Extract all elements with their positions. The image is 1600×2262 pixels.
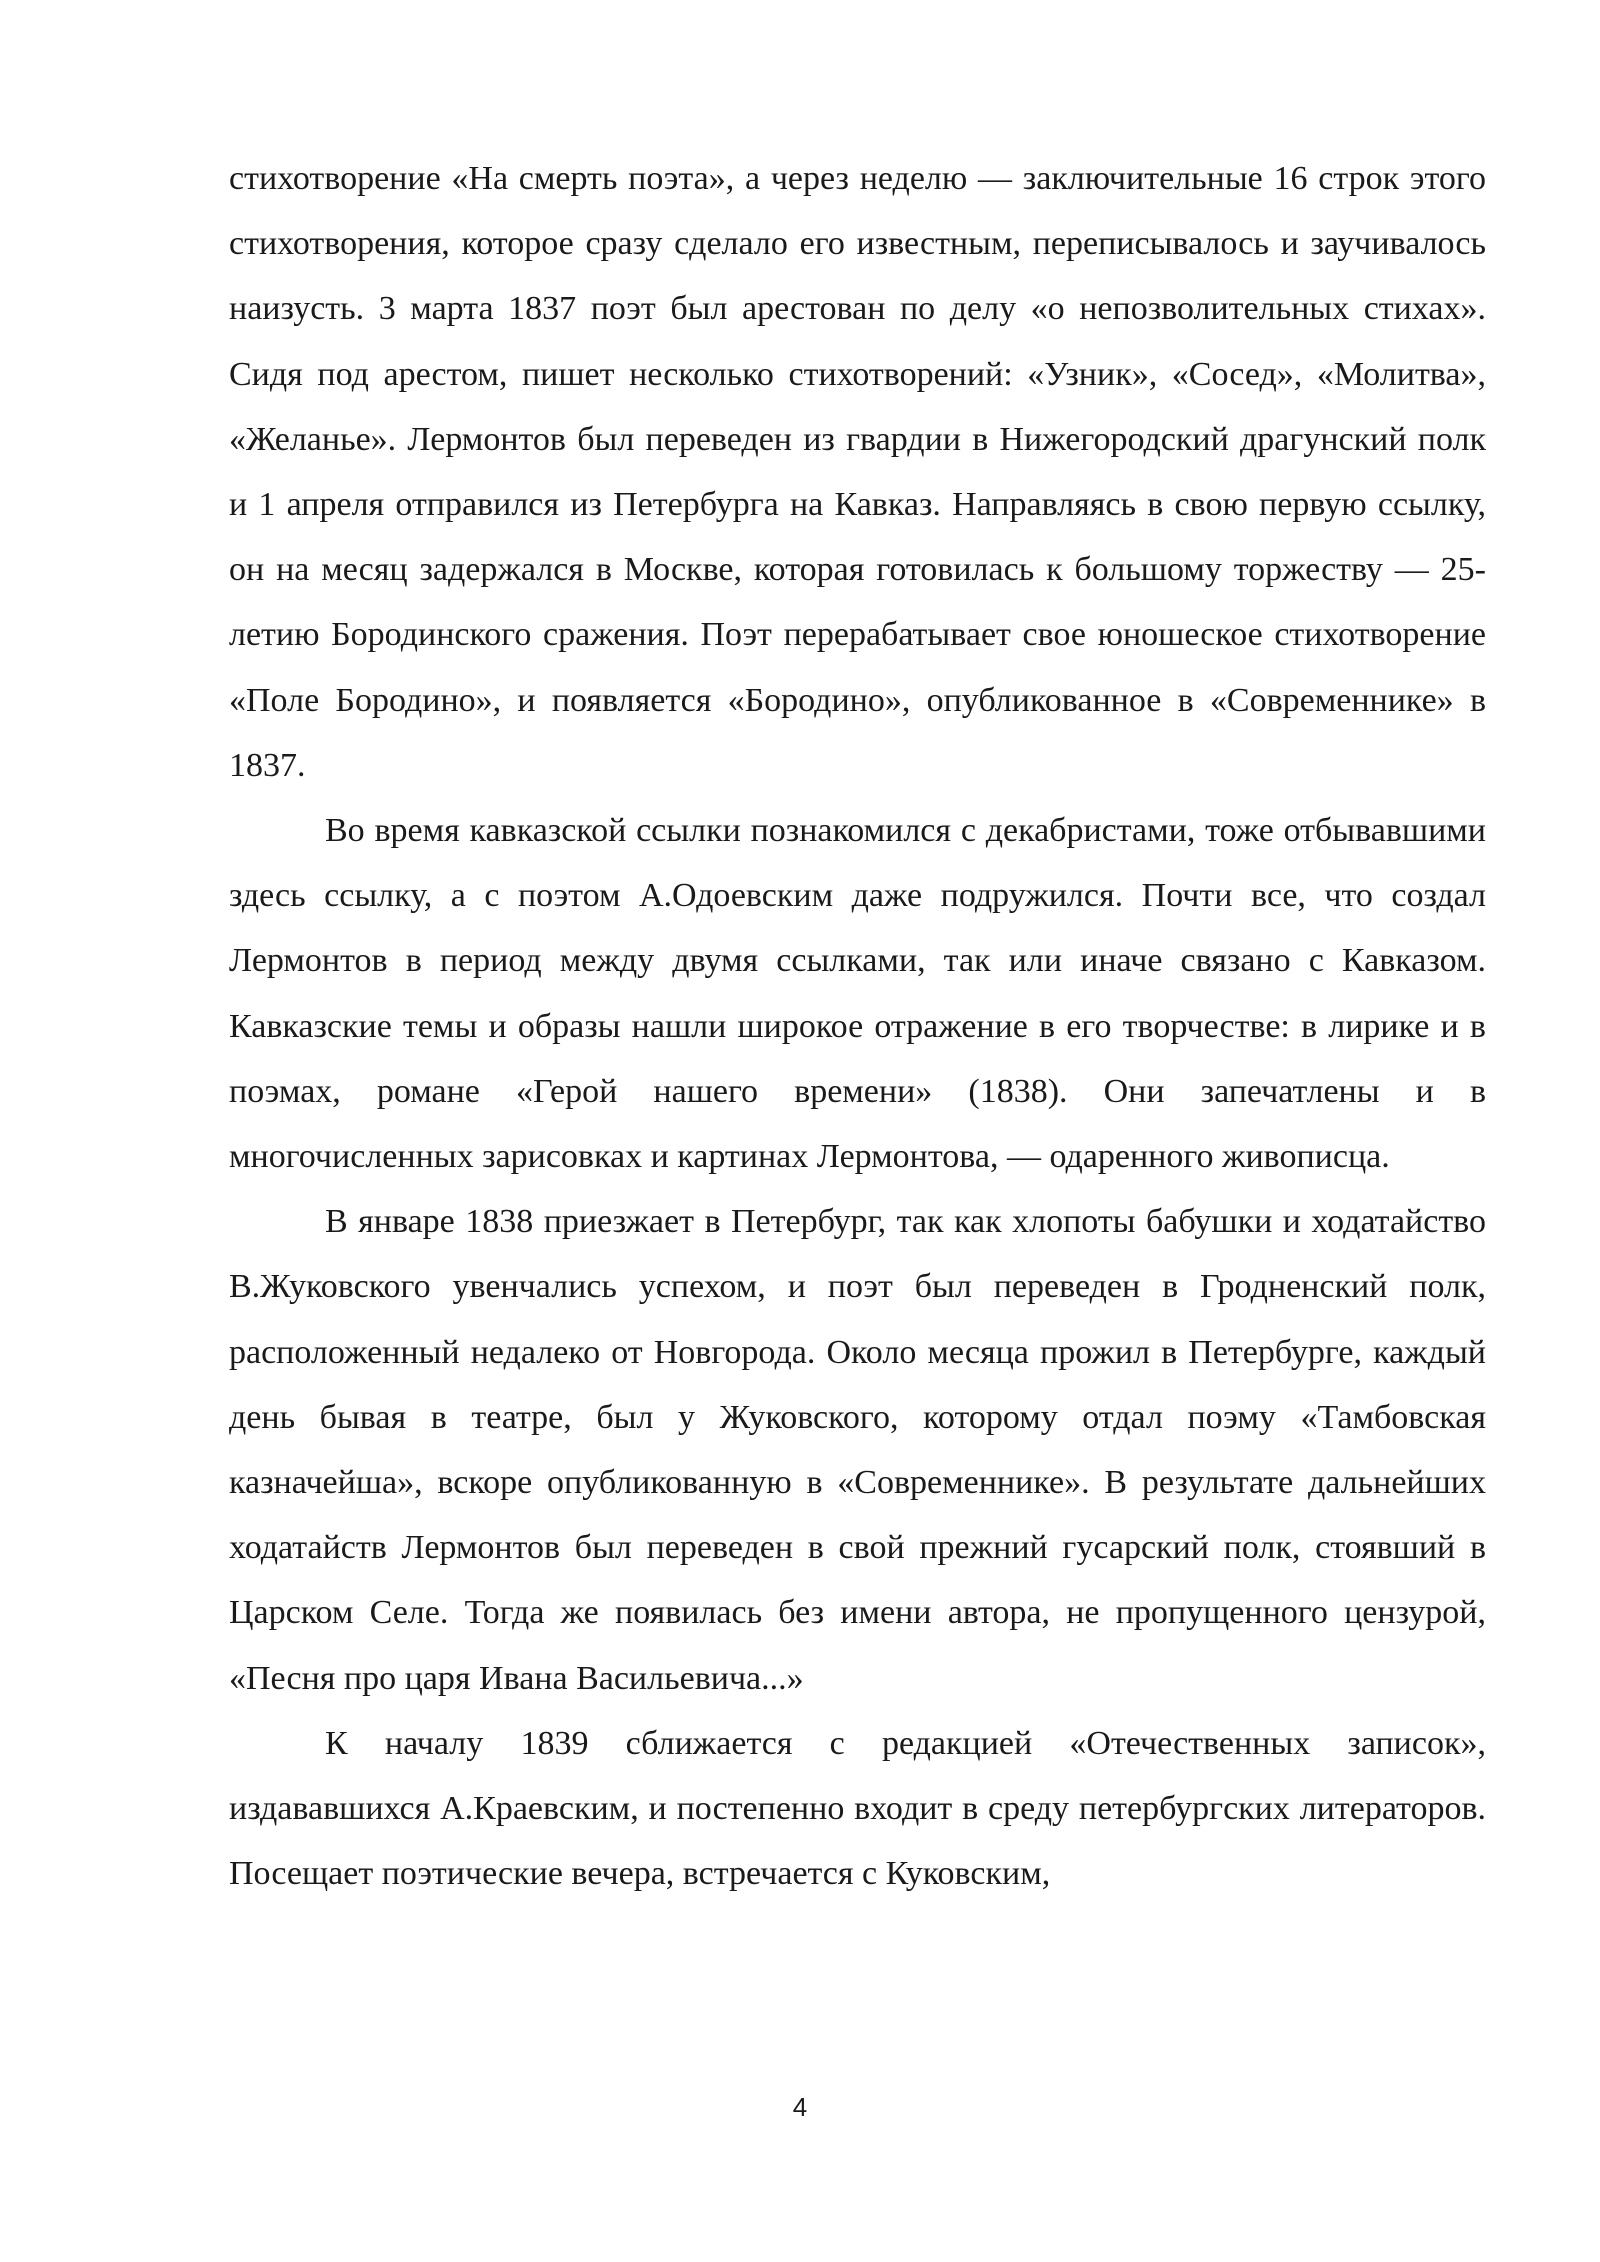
page-number: 4	[792, 2092, 808, 2122]
paragraph-3: В январе 1838 приезжает в Петербург, так как хлопоты бабушки и ходатайство В.Жуковского увенчались успехом, и поэт был переведен в Гродненский полк, расположенный недалеко от Новгорода. Около месяца прожил в Петербурге, каждый день бывая в театре, был у Жуковского, которому отдал поэму «Тамбовская казначейша», вскоре опубликованную в «Современнике». В результате дальнейших ходатайств Лермонтов был переведен в свой прежний гусарский полк, стоявший в Царском Селе. Тогда же появилась без имени автора, не пропущенного цензурой, «Песня про царя Ивана Васильевича...»	[229, 1203, 1486, 1697]
paragraph-2: Во время кавказской ссылки познакомился с декабристами, тоже отбывавшими здесь ссылку, а с поэтом А.Одоевским даже подружился. Почти все, что создал Лермонтов в период между двумя ссылками, так или иначе связано с Кавказом. Кавказские темы и образы нашли широкое отражение в его творчестве: в лирике и в поэмах, романе «Герой нашего времени» (1838). Они запечатлены и в многочисленных зарисовках и картинах Лермонтова, — одаренного живописца.	[229, 812, 1486, 1176]
paragraph-1: стихотворение «На смерть поэта», а через неделю — заключительные 16 строк этого стихотворения, которое сразу сделало его известным, переписывалось и заучивалось наизусть. 3 марта 1837 поэт был арестован по делу «о непозволительных стихах». Сидя под арестом, пишет несколько стихотворений: «Узник», «Сосед», «Молитва», «Желанье». Лермонтов был переведен из гвардии в Нижегородский драгунский полк и 1 апреля отправился из Петербурга на Кавказ. Направляясь в свою первую ссылку, он на месяц задержался в Москве, которая готовилась к большому торжеству — 25-летию Бородинского сражения. Поэт перерабатывает свое юношеское стихотворение «Поле Бородино», и появляется «Бородино», опубликованное в «Современнике» в 1837.	[229, 160, 1486, 784]
paragraph-4: К началу 1839 сближается с редакцией «Отечественных записок», издававшихся А.Краевским, и постепенно входит в среду петербургских литераторов. Посещает поэтические вечера, встречается с Куковским,	[229, 1724, 1486, 1893]
document-body	[229, 146, 1486, 1906]
